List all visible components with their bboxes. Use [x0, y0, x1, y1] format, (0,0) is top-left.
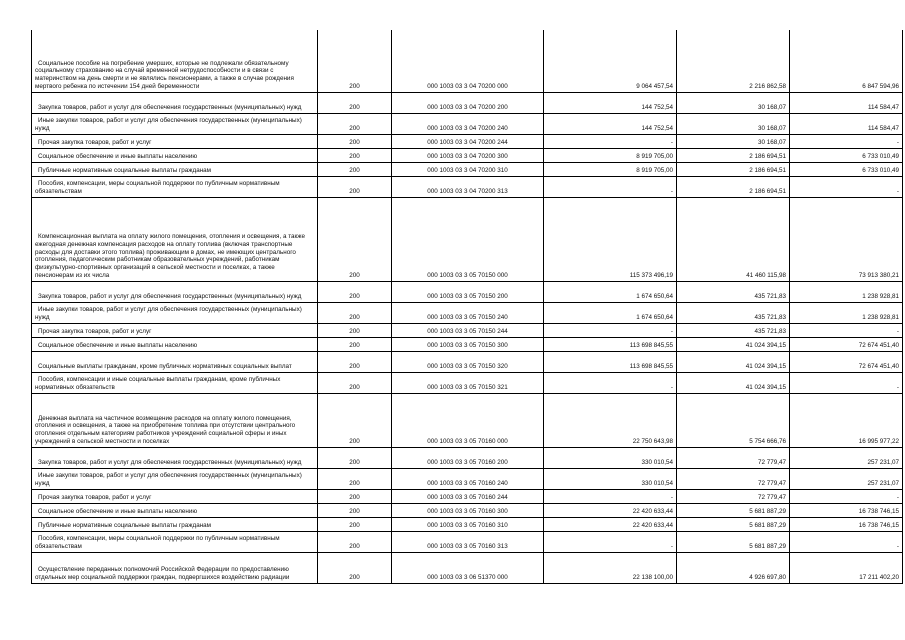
row-code: 200 — [318, 337, 392, 351]
row-value-executed: 2 186 694,51 — [677, 162, 790, 176]
row-value-executed: 5 681 887,29 — [677, 503, 790, 517]
table-row — [32, 503, 903, 517]
row-value-unexecuted: 16 995 977,22 — [790, 393, 903, 447]
row-classification-code: 000 1003 03 3 06 51370 000 — [392, 552, 544, 583]
row-classification-code: 000 1003 03 3 05 70160 310 — [392, 517, 544, 531]
row-code: 200 — [318, 113, 392, 134]
row-name: Закупка товаров, работ и услуг для обеспечения государственных (муниципальных) нужд — [32, 447, 318, 468]
row-code: 200 — [318, 176, 392, 197]
row-value-approved: 22 420 633,44 — [544, 517, 677, 531]
row-value-approved: - — [544, 134, 677, 148]
row-classification-code: 000 1003 03 3 05 70150 240 — [392, 302, 544, 323]
row-value-approved: 115 373 496,19 — [544, 197, 677, 281]
row-code: 200 — [318, 552, 392, 583]
row-classification-code: 000 1003 03 3 05 70150 200 — [392, 281, 544, 302]
row-name: Денежная выплата на частичное возмещение расходов на оплату жилого помещения, отопления и освещения, а также на приобретение топлива при отсутствии центрального отопления отдельным категориям работников учреждений социальной сферы и иных учреждений в сельской местности и поселках — [32, 393, 318, 447]
row-value-approved: 22 420 633,44 — [544, 503, 677, 517]
row-value-unexecuted: 72 674 451,40 — [790, 351, 903, 372]
row-code: 200 — [318, 447, 392, 468]
row-value-approved: 330 010,54 — [544, 468, 677, 489]
row-value-unexecuted: - — [790, 372, 903, 393]
row-value-executed: 435 721,83 — [677, 281, 790, 302]
table-row — [32, 176, 903, 197]
row-name: Закупка товаров, работ и услуг для обеспечения государственных (муниципальных) нужд — [32, 281, 318, 302]
row-classification-code: 000 1003 03 3 04 70200 310 — [392, 162, 544, 176]
row-value-executed: 30 168,07 — [677, 134, 790, 148]
row-name: Социальное обеспечение и иные выплаты населению — [32, 148, 318, 162]
row-classification-code: 000 1003 03 3 04 70200 200 — [392, 92, 544, 113]
row-name: Прочая закупка товаров, работ и услуг — [32, 323, 318, 337]
row-classification-code: 000 1003 03 3 05 70150 321 — [392, 372, 544, 393]
row-name: Пособия, компенсации, меры социальной поддержки по публичным нормативным обязательствам — [32, 531, 318, 552]
table-row — [32, 30, 903, 92]
row-value-unexecuted: - — [790, 489, 903, 503]
row-value-executed: 41 024 394,15 — [677, 351, 790, 372]
row-name: Социальное обеспечение и иные выплаты населению — [32, 337, 318, 351]
row-value-executed: 5 681 887,29 — [677, 517, 790, 531]
row-value-unexecuted: 6 847 594,96 — [790, 30, 903, 92]
row-value-approved: - — [544, 176, 677, 197]
row-code: 200 — [318, 323, 392, 337]
row-value-executed: 4 926 697,80 — [677, 552, 790, 583]
row-value-approved: - — [544, 323, 677, 337]
row-value-unexecuted: 6 733 010,49 — [790, 148, 903, 162]
row-value-approved: 1 674 650,64 — [544, 302, 677, 323]
row-value-executed: 435 721,83 — [677, 302, 790, 323]
row-classification-code: 000 1003 03 3 05 70150 300 — [392, 337, 544, 351]
row-value-unexecuted: 1 238 928,81 — [790, 302, 903, 323]
row-classification-code: 000 1003 03 3 05 70160 313 — [392, 531, 544, 552]
row-value-unexecuted: 114 584,47 — [790, 113, 903, 134]
row-value-executed: 41 024 394,15 — [677, 337, 790, 351]
row-value-approved: 1 674 650,64 — [544, 281, 677, 302]
row-value-approved: 9 064 457,54 — [544, 30, 677, 92]
row-value-executed: 72 779,47 — [677, 489, 790, 503]
row-value-approved: 8 919 705,00 — [544, 148, 677, 162]
row-name: Иные закупки товаров, работ и услуг для обеспечения государственных (муниципальных) нужд — [32, 302, 318, 323]
row-value-executed: 41 460 115,98 — [677, 197, 790, 281]
row-value-approved: 8 919 705,00 — [544, 162, 677, 176]
row-value-unexecuted: 16 738 746,15 — [790, 517, 903, 531]
table-row — [32, 148, 903, 162]
row-classification-code: 000 1003 03 3 05 70150 000 — [392, 197, 544, 281]
row-name: Прочая закупка товаров, работ и услуг — [32, 134, 318, 148]
row-code: 200 — [318, 281, 392, 302]
row-code: 200 — [318, 393, 392, 447]
table-row — [32, 489, 903, 503]
row-name: Социальное пособие на погребение умерших, которые не подлежали обязательному социальному страхованию на случай временной нетрудоспособности и в связи с материнством на день смерти и не являлись пенсионерами, а также в случае рождения мертвого ребенка по истечении 154 дней беременности — [32, 30, 318, 92]
row-value-unexecuted: - — [790, 176, 903, 197]
row-name: Иные закупки товаров, работ и услуг для обеспечения государственных (муниципальных) нужд — [32, 468, 318, 489]
row-code: 200 — [318, 351, 392, 372]
row-classification-code: 000 1003 03 3 05 70160 200 — [392, 447, 544, 468]
table-row — [32, 393, 903, 447]
row-name: Компенсационная выплата на оплату жилого помещения, отопления и освещения, а также ежегодная денежная компенсация расходов на оплату топлива (включая транспортные расходы для доставки этого топлива) проживающим в домах, не имеющих центрального отопления, педагогическим работникам образовательных учреждений, работникам физкультурно-спортивных организаций в сельской местности и поселках, а также пенсионерам из их числа — [32, 197, 318, 281]
row-classification-code: 000 1003 03 3 04 70200 313 — [392, 176, 544, 197]
row-code: 200 — [318, 517, 392, 531]
row-value-unexecuted: - — [790, 323, 903, 337]
row-name: Прочая закупка товаров, работ и услуг — [32, 489, 318, 503]
row-value-approved: - — [544, 531, 677, 552]
row-classification-code: 000 1003 03 3 05 70160 000 — [392, 393, 544, 447]
row-value-executed: 5 681 887,29 — [677, 531, 790, 552]
row-name: Осуществление переданных полномочий Российской Федерации по предоставлению отдельных мер социальной поддержки граждан, подвергшихся воздействию радиации — [32, 552, 318, 583]
row-value-unexecuted: - — [790, 531, 903, 552]
row-value-executed: 72 779,47 — [677, 447, 790, 468]
row-value-unexecuted: 257 231,07 — [790, 468, 903, 489]
row-name: Закупка товаров, работ и услуг для обеспечения государственных (муниципальных) нужд — [32, 92, 318, 113]
row-value-unexecuted: 1 238 928,81 — [790, 281, 903, 302]
row-value-approved: 144 752,54 — [544, 92, 677, 113]
row-value-unexecuted: 6 733 010,49 — [790, 162, 903, 176]
row-name: Публичные нормативные социальные выплаты гражданам — [32, 517, 318, 531]
row-name: Публичные нормативные социальные выплаты гражданам — [32, 162, 318, 176]
row-classification-code: 000 1003 03 3 04 70200 300 — [392, 148, 544, 162]
row-value-executed: 72 779,47 — [677, 468, 790, 489]
table-row — [32, 197, 903, 281]
table-row — [32, 552, 903, 583]
budget-table — [31, 30, 903, 584]
row-code: 200 — [318, 489, 392, 503]
row-classification-code: 000 1003 03 3 05 70150 320 — [392, 351, 544, 372]
row-value-approved: - — [544, 489, 677, 503]
row-code: 200 — [318, 162, 392, 176]
row-value-approved: 330 010,54 — [544, 447, 677, 468]
row-value-executed: 435 721,83 — [677, 323, 790, 337]
table-row — [32, 113, 903, 134]
row-code: 200 — [318, 468, 392, 489]
row-value-approved: - — [544, 372, 677, 393]
table-row — [32, 447, 903, 468]
row-value-unexecuted: 114 584,47 — [790, 92, 903, 113]
row-classification-code: 000 1003 03 3 05 70160 240 — [392, 468, 544, 489]
row-code: 200 — [318, 503, 392, 517]
table-row — [32, 517, 903, 531]
row-value-executed: 41 024 394,15 — [677, 372, 790, 393]
row-name: Пособия, компенсации, меры социальной поддержки по публичным нормативным обязательствам — [32, 176, 318, 197]
row-classification-code: 000 1003 03 3 04 70200 000 — [392, 30, 544, 92]
table-row — [32, 281, 903, 302]
row-code: 200 — [318, 531, 392, 552]
row-classification-code: 000 1003 03 3 04 70200 240 — [392, 113, 544, 134]
row-code: 200 — [318, 30, 392, 92]
row-code: 200 — [318, 92, 392, 113]
row-name: Социальные выплаты гражданам, кроме публичных нормативных социальных выплат — [32, 351, 318, 372]
row-name: Пособия, компенсации и иные социальные выплаты гражданам, кроме публичных нормативных обязательств — [32, 372, 318, 393]
row-name: Социальное обеспечение и иные выплаты населению — [32, 503, 318, 517]
row-value-approved: 144 752,54 — [544, 113, 677, 134]
table-row — [32, 92, 903, 113]
row-value-unexecuted: 257 231,07 — [790, 447, 903, 468]
row-code: 200 — [318, 372, 392, 393]
row-value-unexecuted: 16 738 746,15 — [790, 503, 903, 517]
row-value-executed: 2 186 694,51 — [677, 176, 790, 197]
row-code: 200 — [318, 302, 392, 323]
table-row — [32, 468, 903, 489]
row-value-unexecuted: 72 674 451,40 — [790, 337, 903, 351]
row-classification-code: 000 1003 03 3 05 70160 300 — [392, 503, 544, 517]
table-row — [32, 531, 903, 552]
row-value-approved: 22 138 100,00 — [544, 552, 677, 583]
row-value-unexecuted: 73 913 380,21 — [790, 197, 903, 281]
table-row — [32, 302, 903, 323]
table-row — [32, 134, 903, 148]
row-value-executed: 30 168,07 — [677, 92, 790, 113]
row-value-unexecuted: 17 211 402,20 — [790, 552, 903, 583]
row-value-approved: 113 698 845,55 — [544, 337, 677, 351]
table-row — [32, 372, 903, 393]
row-code: 200 — [318, 197, 392, 281]
row-name: Иные закупки товаров, работ и услуг для обеспечения государственных (муниципальных) нужд — [32, 113, 318, 134]
row-value-executed: 30 168,07 — [677, 113, 790, 134]
row-value-executed: 2 216 862,58 — [677, 30, 790, 92]
table-row — [32, 162, 903, 176]
row-value-executed: 2 186 694,51 — [677, 148, 790, 162]
row-code: 200 — [318, 134, 392, 148]
row-classification-code: 000 1003 03 3 05 70150 244 — [392, 323, 544, 337]
row-value-unexecuted: - — [790, 134, 903, 148]
table-row — [32, 323, 903, 337]
row-code: 200 — [318, 148, 392, 162]
row-value-approved: 22 750 643,98 — [544, 393, 677, 447]
row-classification-code: 000 1003 03 3 04 70200 244 — [392, 134, 544, 148]
table-row — [32, 337, 903, 351]
row-value-approved: 113 698 845,55 — [544, 351, 677, 372]
row-classification-code: 000 1003 03 3 05 70160 244 — [392, 489, 544, 503]
row-value-executed: 5 754 666,76 — [677, 393, 790, 447]
table-row — [32, 351, 903, 372]
